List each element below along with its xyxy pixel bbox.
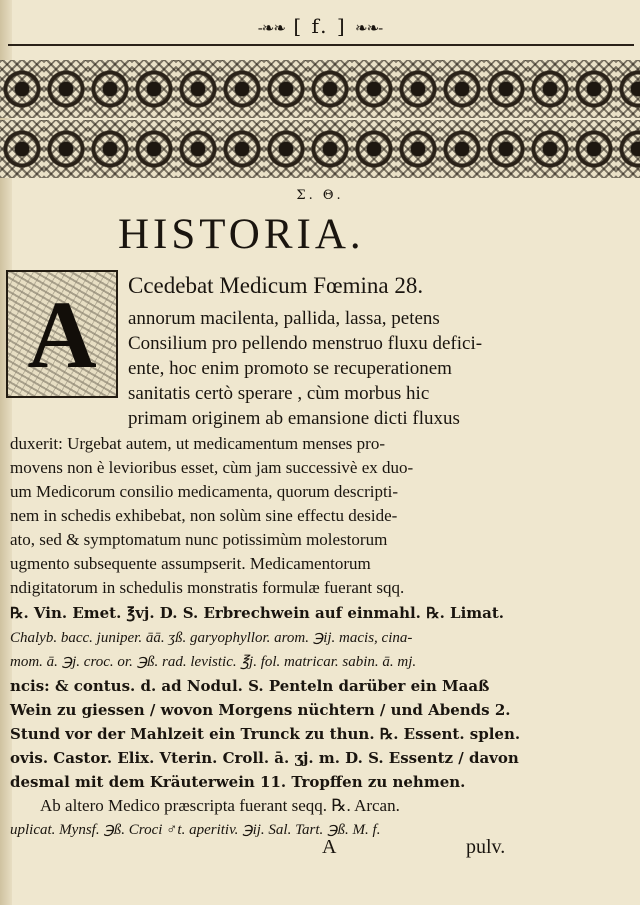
text-line: ℞. Vin. Emet. ℥vj. D. S. Erbrechwein auf einmahl. ℞. Limat. bbox=[10, 604, 505, 622]
page-title: HISTORIA. bbox=[118, 211, 365, 258]
section-marker: Σ. Θ. bbox=[296, 188, 344, 203]
catchword-left: A bbox=[322, 836, 337, 858]
header-rule bbox=[8, 44, 634, 46]
decorated-initial bbox=[6, 270, 118, 398]
text-line: desmal mit dem Kräuterwein 11. Tropffen zu nehmen. bbox=[10, 773, 466, 791]
header-ornament-right: ❧❧- bbox=[355, 19, 383, 37]
text-line: Consilium pro pellendo menstruo fluxu defici- bbox=[128, 333, 483, 354]
text-line: ncis: & contus. d. ad Nodul. S. Penteln darüber ein Maaß bbox=[10, 677, 490, 695]
catchword-right: pulv. bbox=[466, 836, 506, 858]
text-line: Ccedebat Medicum Fœmina 28. bbox=[128, 273, 424, 298]
ornamental-band-top bbox=[0, 60, 640, 118]
text-line: Ab altero Medico præscripta fuerant seqq. ℞. Arcan. bbox=[40, 796, 400, 815]
text-line: primam originem ab emansione dicti fluxus bbox=[128, 408, 460, 429]
text-line: um Medicorum consilio medicamenta, quorum descripti- bbox=[10, 482, 399, 501]
text-line: movens non è levioribus esset, cùm jam successivè ex duo- bbox=[10, 458, 414, 477]
text-line: Stund vor der Mahlzeit ein Trunck zu thun. ℞. Essent. splen. bbox=[10, 725, 521, 743]
text-line: sanitatis certò sperare , cùm morbus hic bbox=[128, 383, 430, 404]
header-signature: [ f. ] bbox=[293, 14, 347, 38]
text-line: Wein zu giessen / wovon Morgens nüchtern / und Abends 2. bbox=[10, 701, 511, 719]
text-line: ato, sed & symptomatum nunc potissimùm molestorum bbox=[10, 530, 388, 549]
text-line: Chalyb. bacc. juniper. āā. ʒß. garyophyllor. arom. ℈ij. macis, cina- bbox=[10, 630, 413, 646]
initial-letter: A bbox=[8, 272, 116, 396]
text-line: annorum macilenta, pallida, lassa, petens bbox=[128, 308, 440, 329]
text-line: duxerit: Urgebat autem, ut medicamentum menses pro- bbox=[10, 434, 385, 453]
header-ornament-left: -❧❧ bbox=[257, 19, 285, 37]
ornamental-band-bottom bbox=[0, 120, 640, 178]
text-line: mom. ā. ℈j. croc. or. ℈ß. rad. levistic. ℥j. fol. matricar. sabin. ā. mj. bbox=[10, 654, 417, 670]
text-line: ndigitatorum in schedulis monstratis formulæ fuerant sqq. bbox=[10, 578, 405, 597]
text-line: ente, hoc enim promoto se recuperationem bbox=[128, 358, 452, 379]
text-line: ovis. Castor. Elix. Vterin. Croll. ā. ʒj. m. D. S. Essentz / davon bbox=[10, 749, 519, 767]
text-line: ugmento subsequente assumpserit. Medicamentorum bbox=[10, 554, 371, 573]
text-line: uplicat. Mynsf. ℈ß. Croci ♂t. aperitiv. ℈ij. Sal. Tart. ℈ß. M. f. bbox=[10, 822, 381, 838]
text-line: nem in schedis exhibebat, non solùm sine effectu deside- bbox=[10, 506, 398, 525]
running-header bbox=[0, 14, 640, 38]
